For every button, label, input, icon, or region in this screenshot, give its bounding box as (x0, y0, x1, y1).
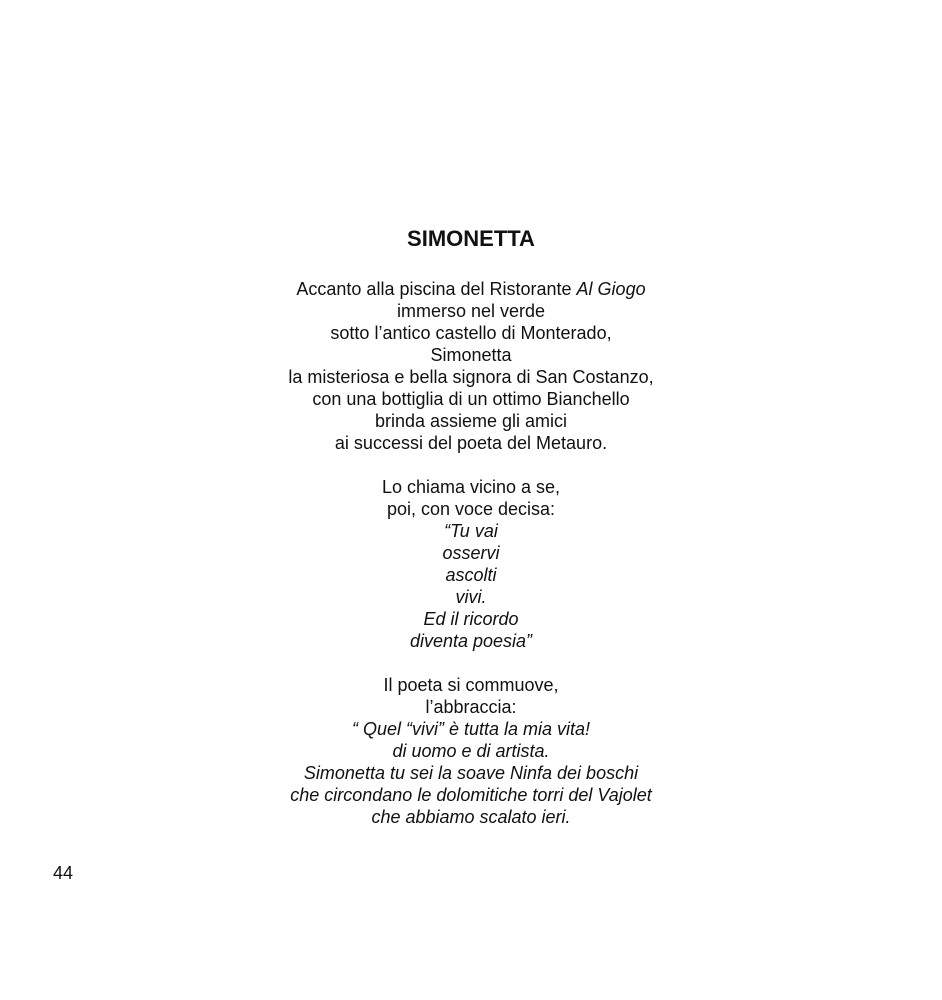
line-text: Accanto alla piscina del Ristorante (296, 279, 577, 299)
poem-line (0, 696, 942, 718)
line-text: Il poeta si commuove, (383, 675, 559, 695)
line-text: brinda assieme gli amici (374, 411, 568, 431)
stanza (0, 674, 942, 828)
line-text: con una bottiglia di un ottimo Bianchello (312, 389, 630, 409)
line-text: ai successi del poeta del Metauro. (334, 433, 608, 453)
line-text: Simonetta (430, 345, 512, 365)
poem-title: SIMONETTA (407, 226, 535, 251)
poem-line (0, 388, 942, 410)
poem-line (0, 564, 942, 586)
poem-line (0, 542, 942, 564)
poem-line (0, 432, 942, 454)
poem-line (0, 586, 942, 608)
line-text: osservi (442, 543, 500, 563)
stanza (0, 278, 942, 454)
line-text: “Tu vai (444, 521, 498, 541)
poem-line (0, 322, 942, 344)
line-text: ascolti (445, 565, 497, 585)
poem-line (0, 806, 942, 828)
poem-line (0, 366, 942, 388)
poem-line (0, 740, 942, 762)
line-text: che circondano le dolomitiche torri del Vajolet (290, 785, 652, 805)
poem-line (0, 278, 942, 300)
line-text: Lo chiama vicino a se, (381, 477, 561, 497)
poem-line (0, 344, 942, 366)
poem-line (0, 718, 942, 740)
line-text: poi, con voce decisa: (386, 499, 556, 519)
poem-line (0, 784, 942, 806)
poem-line (0, 630, 942, 652)
line-text: vivi. (455, 587, 487, 607)
line-text: sotto l’antico castello di Monterado, (330, 323, 612, 343)
poem-line (0, 674, 942, 696)
poem-line (0, 410, 942, 432)
line-text: l’abbraccia: (425, 697, 517, 717)
line-text: Simonetta tu sei la soave Ninfa dei boschi (303, 763, 639, 783)
line-text: Ed il ricordo (423, 609, 519, 629)
poem-line (0, 608, 942, 630)
poem-line (0, 762, 942, 784)
line-text: “ Quel “vivi” è tutta la mia vita! (351, 719, 591, 739)
poem-line (0, 476, 942, 498)
line-text: diventa poesia” (409, 631, 533, 651)
line-text: Al Giogo (576, 279, 646, 299)
line-text: che abbiamo scalato ieri. (371, 807, 571, 827)
poem-line (0, 300, 942, 322)
page-number: 44 (53, 863, 74, 883)
poem-line (0, 520, 942, 542)
stanza (0, 476, 942, 652)
line-text: di uomo e di artista. (392, 741, 550, 761)
line-text: immerso nel verde (396, 301, 546, 321)
poem-body (0, 278, 942, 850)
poem-line (0, 498, 942, 520)
line-text: la misteriosa e bella signora di San Costanzo, (288, 367, 654, 387)
